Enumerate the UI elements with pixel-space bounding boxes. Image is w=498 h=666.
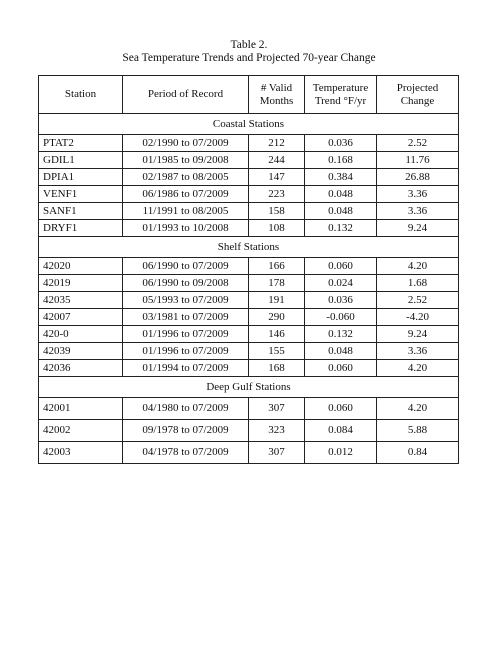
table-row [39,292,459,309]
cell-change: 3.36 [377,186,459,203]
table-row [39,135,459,152]
table-row [39,420,459,442]
cell-change: 2.52 [377,292,459,309]
cell-station: GDIL1 [39,152,123,169]
cell-months: 212 [249,135,305,152]
cell-trend: 0.060 [305,360,377,377]
cell-trend: 0.036 [305,135,377,152]
cell-months: 290 [249,309,305,326]
cell-trend: 0.060 [305,398,377,420]
cell-station: 42019 [39,275,123,292]
cell-change: 2.52 [377,135,459,152]
cell-trend: 0.132 [305,220,377,237]
section-title: Coastal Stations [39,114,459,135]
column-header-valid-months: # Valid Months [249,76,305,114]
column-header-temperature-trend: Temperature Trend °F/yr [305,76,377,114]
cell-station: 42039 [39,343,123,360]
cell-trend: 0.048 [305,343,377,360]
cell-period: 06/1990 to 09/2008 [123,275,249,292]
cell-station: 420-0 [39,326,123,343]
cell-station: 42020 [39,258,123,275]
cell-period: 01/1996 to 07/2009 [123,343,249,360]
cell-months: 108 [249,220,305,237]
cell-trend: 0.012 [305,442,377,464]
cell-change: -4.20 [377,309,459,326]
table-row [39,152,459,169]
cell-months: 147 [249,169,305,186]
table-title: Sea Temperature Trends and Projected 70-year Change [122,52,376,64]
table-row [39,309,459,326]
cell-months: 307 [249,442,305,464]
cell-change: 3.36 [377,343,459,360]
cell-change: 26.88 [377,169,459,186]
cell-period: 03/1981 to 07/2009 [123,309,249,326]
cell-station: DPIA1 [39,169,123,186]
cell-months: 323 [249,420,305,442]
cell-trend: 0.036 [305,292,377,309]
table-row [39,343,459,360]
table-header-row [39,76,459,114]
table-row [39,442,459,464]
cell-station: 42007 [39,309,123,326]
cell-change: 1.68 [377,275,459,292]
cell-period: 11/1991 to 08/2005 [123,203,249,220]
cell-change: 5.88 [377,420,459,442]
cell-trend: 0.384 [305,169,377,186]
section-header-row [39,114,459,135]
table-row [39,398,459,420]
cell-period: 01/1994 to 07/2009 [123,360,249,377]
cell-months: 158 [249,203,305,220]
cell-trend: 0.048 [305,186,377,203]
cell-months: 146 [249,326,305,343]
cell-period: 01/1993 to 10/2008 [123,220,249,237]
cell-period: 04/1978 to 07/2009 [123,442,249,464]
cell-period: 01/1985 to 09/2008 [123,152,249,169]
cell-period: 09/1978 to 07/2009 [123,420,249,442]
cell-station: 42035 [39,292,123,309]
cell-station: VENF1 [39,186,123,203]
cell-period: 02/1990 to 07/2009 [123,135,249,152]
cell-trend: 0.168 [305,152,377,169]
table-row [39,203,459,220]
sea-temperature-table [38,75,459,464]
cell-trend: 0.060 [305,258,377,275]
table-row [39,360,459,377]
cell-period: 06/1990 to 07/2009 [123,258,249,275]
cell-station: DRYF1 [39,220,123,237]
cell-period: 01/1996 to 07/2009 [123,326,249,343]
cell-period: 02/1987 to 08/2005 [123,169,249,186]
section-header-row [39,237,459,258]
cell-months: 307 [249,398,305,420]
cell-months: 223 [249,186,305,203]
cell-trend: 0.084 [305,420,377,442]
section-title: Shelf Stations [39,237,459,258]
cell-trend: 0.024 [305,275,377,292]
table-number: Table 2. [230,39,268,51]
cell-station: 42002 [39,420,123,442]
cell-change: 4.20 [377,258,459,275]
cell-station: 42003 [39,442,123,464]
cell-change: 4.20 [377,360,459,377]
cell-change: 9.24 [377,220,459,237]
cell-station: PTAT2 [39,135,123,152]
cell-station: 42001 [39,398,123,420]
table-row [39,258,459,275]
cell-change: 4.20 [377,398,459,420]
cell-months: 168 [249,360,305,377]
table-row [39,220,459,237]
cell-change: 11.76 [377,152,459,169]
table-row [39,326,459,343]
table-row [39,186,459,203]
cell-months: 166 [249,258,305,275]
cell-change: 0.84 [377,442,459,464]
cell-station: SANF1 [39,203,123,220]
cell-period: 04/1980 to 07/2009 [123,398,249,420]
cell-period: 05/1993 to 07/2009 [123,292,249,309]
section-title: Deep Gulf Stations [39,377,459,398]
cell-change: 9.24 [377,326,459,343]
cell-trend: 0.132 [305,326,377,343]
table-row [39,275,459,292]
cell-months: 191 [249,292,305,309]
table-row [39,169,459,186]
cell-trend: 0.048 [305,203,377,220]
cell-months: 155 [249,343,305,360]
column-header-station: Station [39,76,123,114]
column-header-projected-change: Projected Change [377,76,459,114]
cell-period: 06/1986 to 07/2009 [123,186,249,203]
column-header-period: Period of Record [123,76,249,114]
table-body [39,114,459,464]
section-header-row [39,377,459,398]
cell-trend: -0.060 [305,309,377,326]
cell-months: 178 [249,275,305,292]
cell-change: 3.36 [377,203,459,220]
cell-station: 42036 [39,360,123,377]
cell-months: 244 [249,152,305,169]
